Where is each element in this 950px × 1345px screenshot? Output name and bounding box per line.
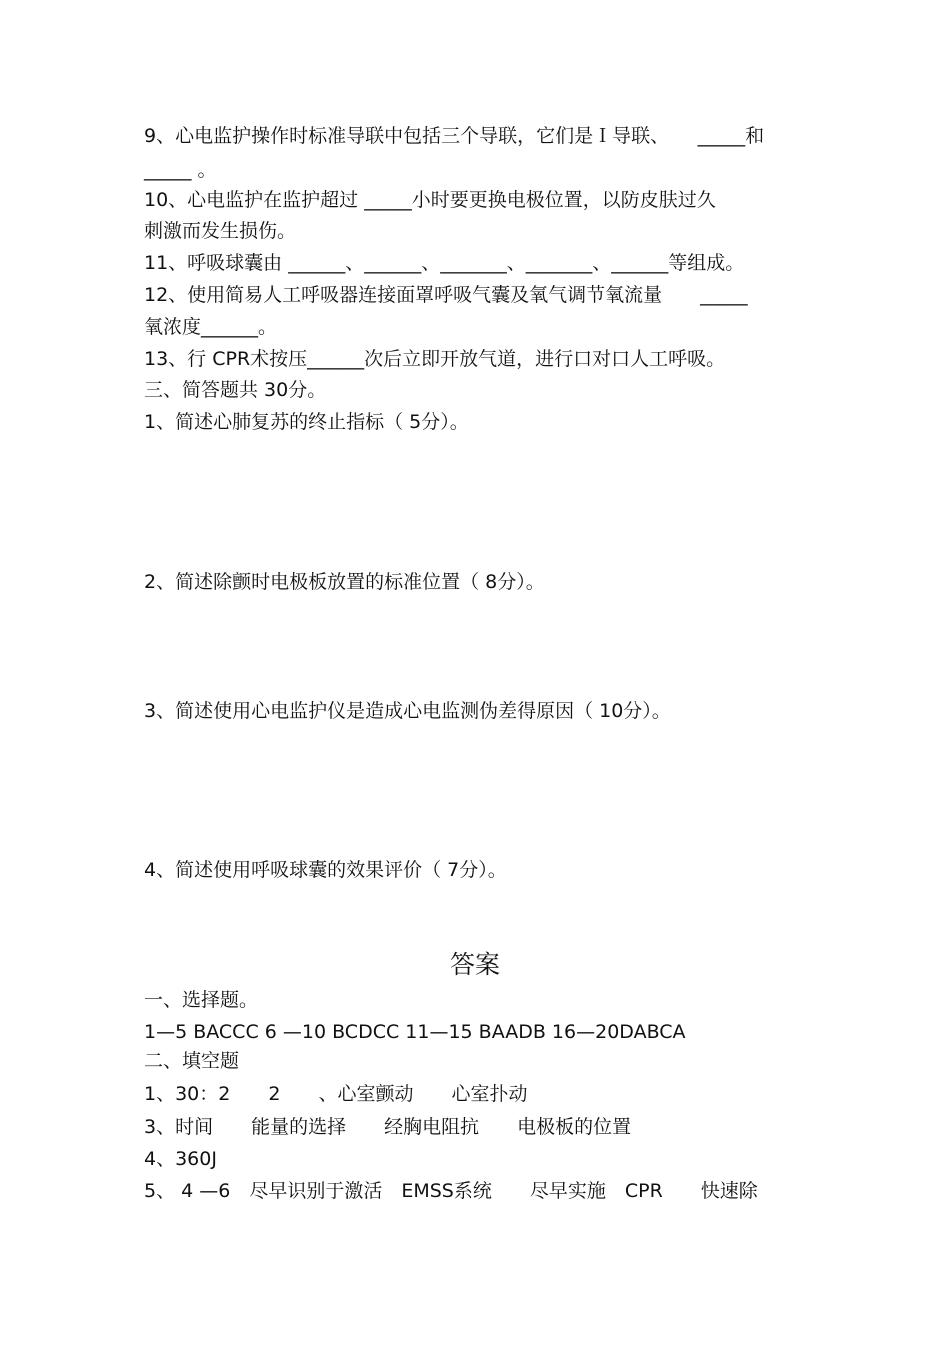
question-9-line-1: 9、心电监护操作时标准导联中包括三个导联，它们是Ｉ导联、 _____和 bbox=[144, 125, 765, 147]
answer-5: 5、 4 —6 尽早识别于激活 EMSS系统 尽早实施 CPR 快速除 bbox=[144, 1180, 758, 1202]
question-12-line-1: 12、使用简易人工呼吸器连接面罩呼吸气囊及氧气调节氧流量 _____ bbox=[144, 284, 748, 306]
answer-3: 3、时间 能量的选择 经胸电阻抗 电极板的位置 bbox=[144, 1116, 632, 1138]
answers-title: 答案 bbox=[449, 950, 500, 979]
answer-4: 4、360J bbox=[144, 1148, 217, 1170]
short-answer-1: 1、简述心肺复苏的终止指标（ 5分）。 bbox=[144, 411, 469, 433]
question-9-line-2: _____ 。 bbox=[144, 159, 217, 181]
short-answer-2: 2、简述除颤时电极板放置的标准位置（ 8分）。 bbox=[144, 571, 545, 593]
answer-1: 1、30：2 2 、心室颤动 心室扑动 bbox=[144, 1083, 528, 1105]
short-answer-4: 4、简述使用呼吸球囊的效果评价（ 7分）。 bbox=[144, 859, 507, 881]
question-12-line-2: 氧浓度______。 bbox=[144, 316, 278, 338]
answers-section-1-line: 1—5 BACCC 6 —10 BCDCC 11—15 BAADB 16—20DABCA bbox=[144, 1021, 686, 1043]
answers-section-2-heading: 二、填空题 bbox=[144, 1050, 240, 1072]
question-13: 13、行 CPR术按压______次后立即开放气道，进行口对口人工呼吸。 bbox=[144, 348, 726, 370]
question-11: 11、呼吸球囊由 ______、______、_______、_______、______等组成。 bbox=[144, 252, 745, 274]
question-10-line-1: 10、心电监护在监护超过 _____小时要更换电极位置，以防皮肤过久 bbox=[144, 189, 716, 211]
answers-section-1-heading: 一、选择题。 bbox=[144, 989, 259, 1011]
short-answer-3: 3、简述使用心电监护仪是造成心电监测伪差得原因（ 10分）。 bbox=[144, 700, 671, 722]
question-10-line-2: 刺激而发生损伤。 bbox=[144, 220, 297, 242]
section-3-heading: 三、简答题共 30分。 bbox=[144, 379, 327, 401]
